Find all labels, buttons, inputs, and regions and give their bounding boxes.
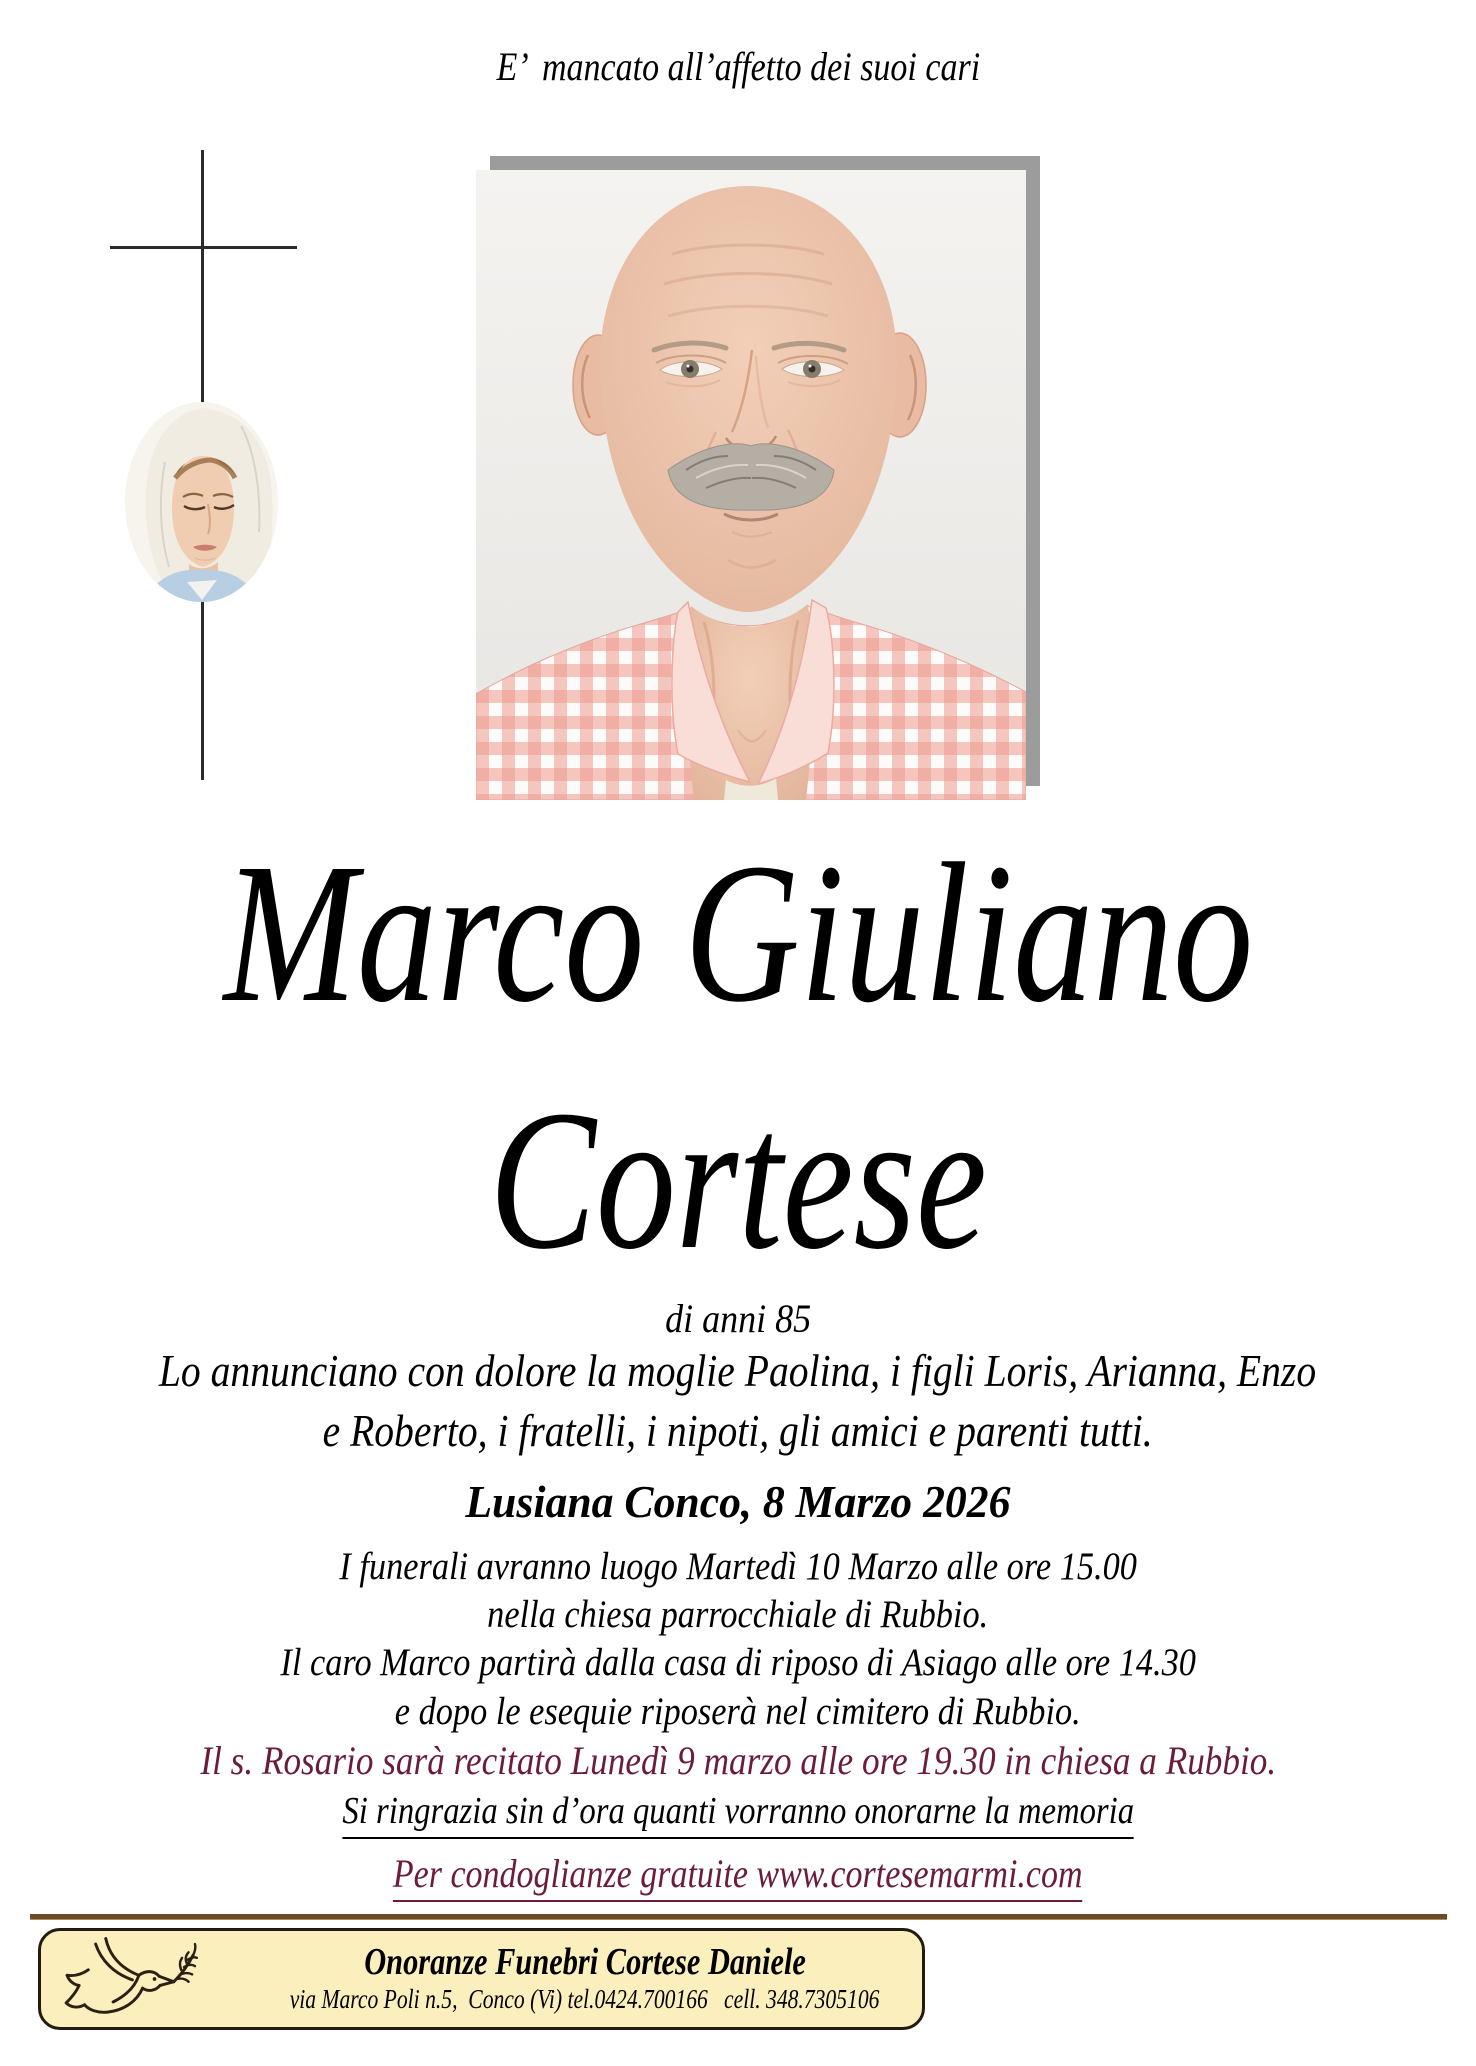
funeral-line-2-text: nella chiesa parrocchiale di Rubbio. (487, 1593, 989, 1636)
funeral-home-address-text: via Marco Poli n.5, Conco (Vi) tel.0424.700166 cell. 348.7305106 (289, 1984, 880, 2015)
condolence-link-line[interactable] (0, 1851, 1476, 1902)
footer-rule (30, 1914, 1447, 1920)
cross-horizontal-bar (110, 246, 297, 249)
deceased-first-names (0, 823, 1476, 1044)
thanks-line (0, 1790, 1476, 1839)
funeral-line-1-text: I funerali avranno luogo Martedì 10 Marzo alle ore 15.00 (339, 1545, 1137, 1588)
deceased-portrait-photo (476, 170, 1026, 800)
rosary-line (0, 1738, 1476, 1784)
thanks-line-text: Si ringrazia sin d’ora quanti vorranno onorarne la memoria (342, 1790, 1134, 1839)
announcement-line-1-text: Lo annunciano con dolore la moglie Paolina, i figli Loris, Arianna, Enzo (159, 1346, 1317, 1396)
age-line (0, 1296, 1476, 1342)
portrait-illustration (476, 170, 1026, 800)
condolence-link-text[interactable]: Per condoglianze gratuite www.cortesemarmi.com (393, 1851, 1083, 1902)
rosary-line-text: Il s. Rosario sarà recitato Lunedì 9 marzo alle ore 19.30 in chiesa a Rubbio. (200, 1738, 1276, 1783)
age-line-text: di anni 85 (664, 1296, 811, 1341)
funeral-line-4-text: e dopo le esequie riposerà nel cimitero di Rubbio. (395, 1690, 1081, 1733)
funeral-line-1 (0, 1545, 1476, 1590)
announcement-line-1 (0, 1346, 1476, 1398)
funeral-line-3-text: Il caro Marco partirà dalla casa di riposo di Asiago alle ore 14.30 (280, 1641, 1196, 1684)
deceased-first-names-text: Marco Giuliano (223, 823, 1253, 1044)
funeral-home-info (216, 1943, 967, 2015)
funeral-home-address (216, 1985, 953, 2015)
dove-olive-branch-icon (41, 1933, 216, 2025)
funeral-home-name-text: Onoranze Funebri Cortese Daniele (363, 1941, 806, 1984)
funeral-line-4 (0, 1690, 1476, 1735)
funeral-line-3 (0, 1641, 1476, 1686)
madonna-oval-image (125, 402, 278, 602)
opening-phrase-text: E’ mancato all’affetto dei suoi cari (496, 44, 980, 89)
funeral-line-2 (0, 1593, 1476, 1638)
deceased-surname-text: Cortese (489, 1070, 987, 1291)
place-date-line (0, 1476, 1476, 1529)
announcement-line-2-text: e Roberto, i fratelli, i nipoti, gli amici e parenti tutti. (322, 1406, 1154, 1456)
funeral-home-box (38, 1928, 925, 2030)
deceased-surname (0, 1070, 1476, 1291)
announcement-line-2 (0, 1406, 1476, 1458)
opening-phrase (0, 44, 1476, 90)
place-date-text: Lusiana Conco, 8 Marzo 2026 (465, 1476, 1011, 1527)
madonna-illustration (125, 402, 278, 602)
funeral-home-name (216, 1943, 953, 1983)
